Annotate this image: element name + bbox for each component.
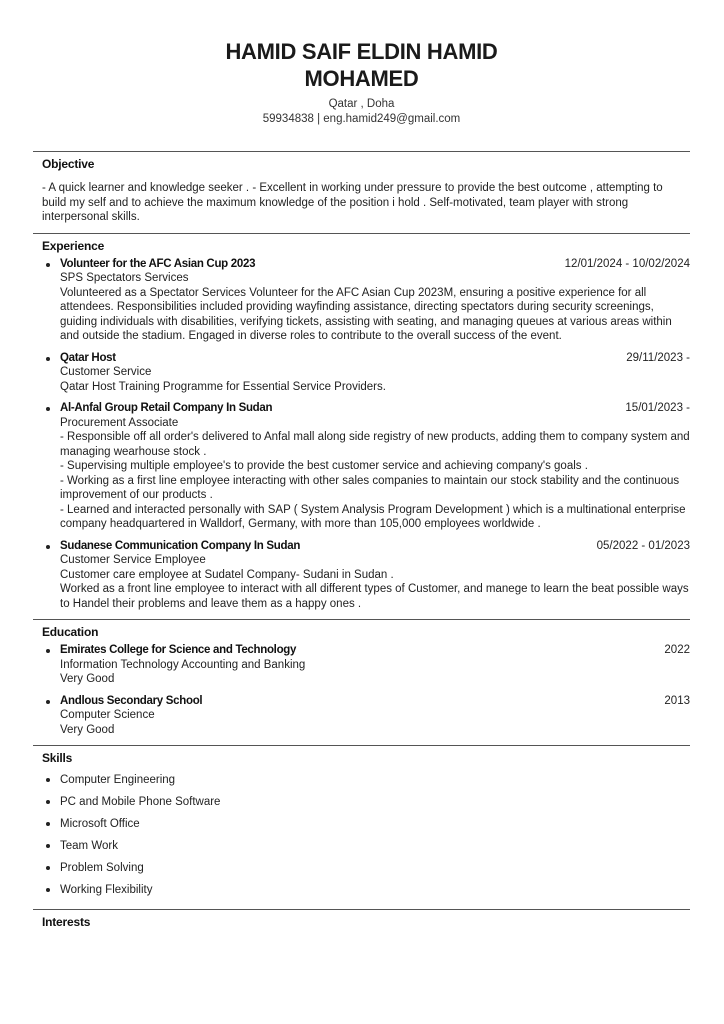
resume-page: [33, 0, 690, 933]
entry-line: Customer Service: [60, 366, 152, 378]
section-title-skills: Skills: [42, 751, 73, 765]
skill-item: Computer Engineering: [33, 769, 690, 791]
entry-line: Customer care employee at Sudatel Company- Sudani in Sudan .: [60, 568, 394, 581]
experience-section: [33, 233, 690, 612]
skill-item: Working Flexibility: [33, 879, 690, 901]
section-title-interests: Interests: [42, 915, 91, 929]
name-line-1: HAMID SAIF ELDIN HAMID: [225, 39, 498, 64]
objective-text: - A quick learner and knowledge seeker . - Excellent in working under pressure to provide the best outcome , attempting to build my self and to achieve the maximum knowledge of the position i hold . Self-motivated, team player with strong interpersonal skills.: [42, 182, 663, 223]
experience-list: [33, 257, 690, 612]
entry-line: SPS Spectators Services: [60, 272, 189, 284]
education-section: [33, 619, 690, 737]
entry-title: Qatar Host: [60, 351, 116, 364]
entry-title: Al-Anfal Group Retail Company In Sudan: [60, 402, 273, 414]
entry-line: - Learned and interacted personally with SAP ( System Analysis Program Development ) which is a multinational enterprise company headquartered in Walldorf, Germany, with more than 105,000 employees worldwide .: [60, 503, 686, 530]
experience-item: [33, 351, 690, 395]
entry-line: Very Good: [60, 723, 115, 736]
education-list: [33, 643, 690, 737]
skill-item: Team Work: [33, 835, 690, 857]
resume-header: [33, 38, 690, 127]
skills-list: [33, 769, 690, 901]
interests-section: [33, 909, 690, 929]
entry-title: Sudanese Communication Company In Sudan: [60, 539, 301, 552]
location: Qatar , Doha: [328, 98, 395, 110]
section-title-education: Education: [42, 625, 99, 639]
section-title-objective: Objective: [42, 157, 95, 171]
entry-date: 2013: [664, 694, 690, 707]
skill-item: PC and Mobile Phone Software: [33, 791, 690, 813]
contact-info: 59934838 | eng.hamid249@gmail.com: [262, 113, 461, 125]
entry-line: Very Good: [60, 673, 115, 685]
entry-line: Volunteered as a Spectator Services Volunteer for the AFC Asian Cup 2023M, ensuring a positive experience for all attendees. Responsibilities included providing wayfinding assistance, directing spectators during security screenings, guiding individuals with disabilities, verifying tickets, assisting with seating, and managing queues at various areas within and outside the stadium. Engaged in diverse roles to contribute to the overall success of the event.: [60, 286, 672, 342]
objective-section: [33, 151, 690, 225]
name-line-2: MOHAMED: [304, 66, 419, 91]
candidate-name: [33, 38, 690, 92]
entry-line: - Working as a first line employee interacting with other sales companies to maintain our stock stability and the continuous improvement of our products .: [60, 474, 680, 501]
experience-item: [33, 401, 690, 532]
experience-item: [33, 257, 690, 344]
entry-title: Emirates College for Science and Technology: [60, 644, 297, 656]
skills-section: [33, 745, 690, 901]
experience-item: [33, 539, 690, 612]
entry-date: 2022: [664, 644, 690, 656]
entry-line: Procurement Associate: [60, 416, 179, 429]
skill-item: Microsoft Office: [33, 813, 690, 835]
entry-line: Worked as a front line employee to interact with all different types of Customer, and manege to learn the beat possible ways to Handel their problems and leave them as a happy ones .: [60, 583, 689, 610]
entry-date: 15/01/2023 -: [625, 402, 690, 414]
entry-line: Information Technology Accounting and Banking: [60, 658, 306, 671]
entry-title: Volunteer for the AFC Asian Cup 2023: [60, 257, 256, 270]
entry-line: Qatar Host Training Programme for Essential Service Providers.: [60, 380, 386, 393]
entry-line: Customer Service Employee: [60, 554, 206, 566]
education-item: [33, 694, 690, 738]
entry-date: 05/2022 - 01/2023: [596, 539, 690, 552]
entry-date: 29/11/2023 -: [626, 351, 690, 364]
entry-line: - Responsible off all order's delivered to Anfal mall along side registry of new products, adding them to company system and managing wearhouse stock .: [60, 431, 690, 458]
entry-title: Andlous Secondary School: [60, 694, 203, 707]
section-title-experience: Experience: [42, 238, 105, 253]
entry-line: Computer Science: [60, 709, 155, 721]
entry-line: - Supervising multiple employee's to provide the best customer service and achieving company's goals .: [60, 460, 588, 472]
education-item: [33, 643, 690, 687]
skill-item: Problem Solving: [33, 857, 690, 879]
entry-date: 12/01/2024 - 10/02/2024: [564, 257, 690, 270]
